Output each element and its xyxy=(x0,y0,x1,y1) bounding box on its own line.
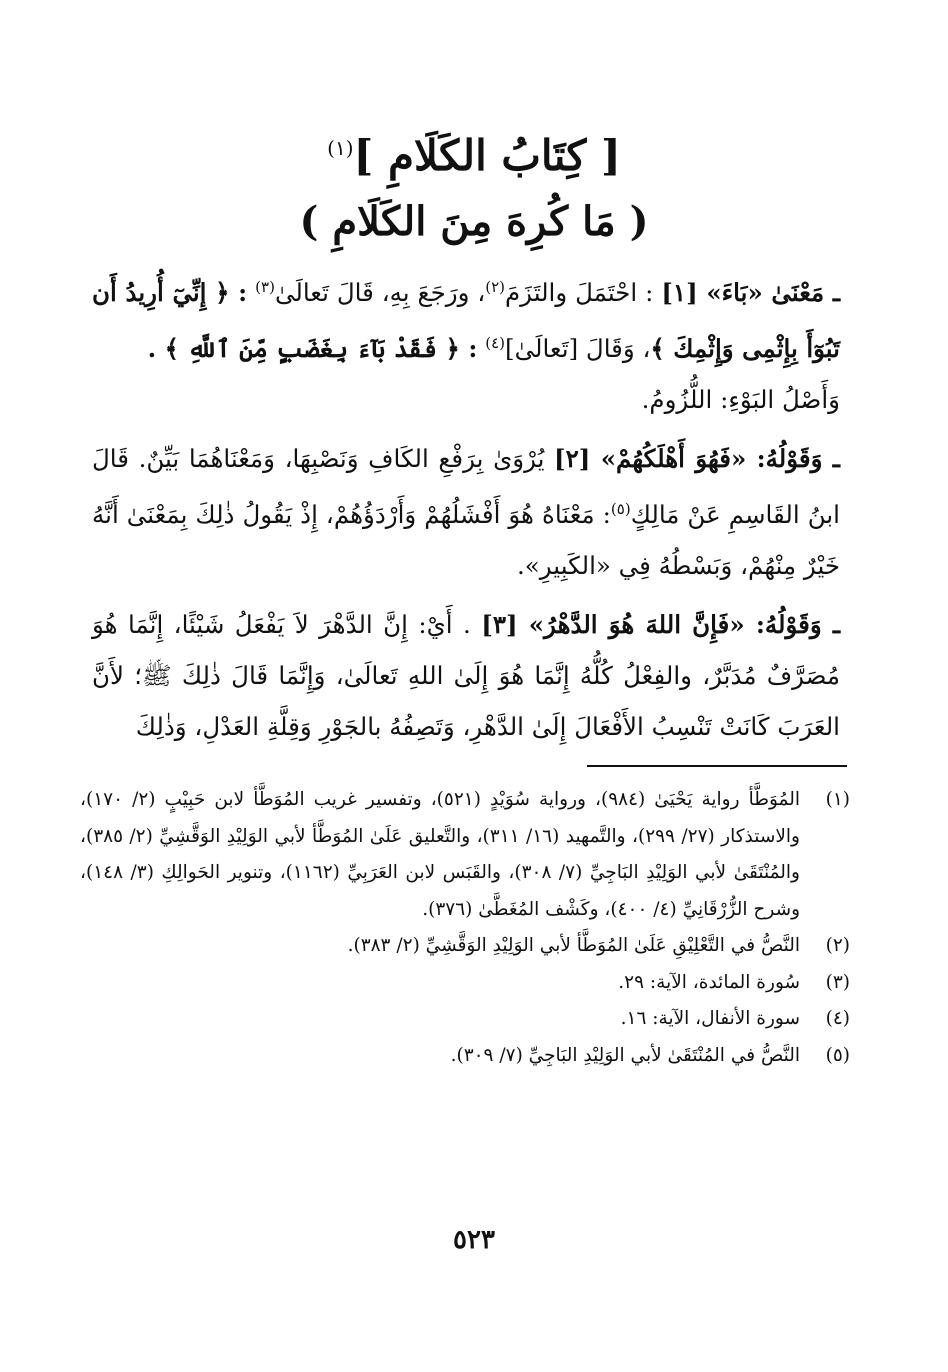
footnotes xyxy=(80,782,850,1074)
footnote xyxy=(80,1001,850,1038)
paragraph-text: ، وَقَالَ [تَعالَىٰ] xyxy=(505,334,651,364)
section-title: ( مَا كُرِهَ مِنَ الكَلَامِ ) xyxy=(299,198,649,245)
footnote-number: (٢) xyxy=(825,935,850,956)
paragraph-ahlakuhum xyxy=(92,433,840,591)
paragraph-text: ، ورَجَعَ بِهِ، قَالَ تَعالَىٰ xyxy=(274,278,486,308)
footnote-ref: (٥) xyxy=(610,500,631,519)
footnote-number: (١) xyxy=(825,789,850,810)
footnote-text: النَّصُّ في التَّعْلِيْقِ عَلَىٰ المُوَطَّأ لأبي الوَلِيْدِ الوَقَّشِيِّ (٢/ ٣٨٣). xyxy=(347,935,800,956)
footnote-ref: (٢) xyxy=(485,278,506,296)
footnote-text: النَّصُّ في المُنْتَقَىٰ لأبي الوَلِيْدِ البَاجِيِّ (٧/ ٣٠٩). xyxy=(450,1044,800,1066)
paragraph-lead: ـ وَقَوْلُهُ: «فَهُوَ أَهْلَكُهُمْ» [٢] xyxy=(554,444,840,474)
footnote xyxy=(80,928,850,965)
paragraph-baa xyxy=(92,262,840,425)
footnote xyxy=(80,1038,850,1075)
footnote xyxy=(80,965,850,1002)
paragraph-text: يُرْوَىٰ بِرَفْعِ الكَافِ وَنَصْبِهَا، وَمَعْنَاهُمَا بَيِّنٌ. قَالَ ابنُ القَاسِمِ عَنْ مَالِكٍ xyxy=(92,444,840,530)
paragraph-lead: ـ مَعْنَىٰ «بَاءَ» [١] xyxy=(661,278,841,308)
paragraph-lead: ـ وَقَوْلُهُ: «فَإِنَّ اللهَ هُوَ الدَّهْرُ» [٣] xyxy=(481,610,840,640)
paragraph-text: . أَيْ: إِنَّ الدَّهْرَ لاَ يَفْعَلُ شَيْئًا، إِنَّمَا هُوَ مُصَرَّفٌ مُدَبَّرٌ، والفِعْلُ كُلُّهُ إِنَّمَا هُوَ إِلَىٰ اللهِ تَعالَىٰ، وَإِنَّمَا قَالَ ذٰلِكَ ﷺ؛ لأَنَّ العَرَبَ كَانَتْ تَنْسِبُ الأَفْعَالَ إِلَىٰ الدَّهْرِ، وَتَصِفُهُ بالجَوْرِ وَقِلَّةِ العَدْلِ، وَذٰلِكَ xyxy=(92,610,840,742)
paragraph-text: : احْتَمَلَ والتَزَمَ xyxy=(505,278,654,308)
footnote-number: (٤) xyxy=(825,1008,850,1029)
footnote-text: سورة الأنفال، الآية: ١٦. xyxy=(620,1008,800,1029)
paragraph-text: وَأَصْلُ البَوْءِ: اللُّزُومُ. xyxy=(641,385,840,415)
footnote-text: المُوَطَّأ رواية يَحْيَىٰ (٩٨٤)، ورواية سُوَيْدٍ (٥٢١)، وتفسير غريب المُوَطَّأ لابن حَبِيْبٍ (٢/ ١٧٠)، والاستذكار (٢٧/ ٢٩٩)، والتَّمهيد (١٦/ ٣١١)، والتَّعليق عَلَىٰ المُوَطَّأ لأبي الوَلِيْدِ الوَقَّشِيِّ (٢/ ٣٨٥)، والمُنْتَقَىٰ لأبي الوَلِيْدِ البَاجِيِّ (٧/ ٣٠٨)، والقَبَس لابن العَرَبِيِّ (١١٦٢)، وتنوير الحَوالِكِ (٣/ ١٤٨)، وشرح الزُّرْقَانِيِّ (٤/ ٤٠٠)، وكَشْف المُغَطَّىٰ (٣٧٦). xyxy=(80,789,800,920)
chapter-title xyxy=(0,118,948,186)
footnote-number: (٣) xyxy=(825,971,850,993)
footnote-ref: (٤) xyxy=(485,334,506,353)
page-number: ٥٢٣ xyxy=(453,1225,495,1255)
quran-quote: : ﴿ إِنِّيٓ أُرِيدُ أَن تَبُوٓأَ بِإِثْمِى وَإِثْمِكَ ﴾ xyxy=(92,278,840,364)
footnote-text: سُورة المائدة، الآية: ٢٩. xyxy=(618,971,800,993)
chapter-title-text: [ كِتَابُ الكَلَامِ ] xyxy=(353,131,621,180)
main-text xyxy=(92,262,840,760)
quran-quote: : ﴿ فَقَدْ بَآءَ بِغَضَبٍ مِّنَ ٱللَّهِ ﴾ . xyxy=(147,334,478,364)
footnote-separator xyxy=(587,765,847,767)
paragraph-text: : مَعْنَاهُ هُوَ أَفْشَلُهُمْ وَأَرْدَؤُهُمْ، إِذْ يَقُولُ ذٰلِكَ بِمَعْنَىٰ أَنَّهُ خَيْرٌ مِنْهُمْ، وَبَسْطُهُ فِي «الكَبِيرِ». xyxy=(92,500,840,581)
footnote-number: (٥) xyxy=(825,1044,850,1066)
footnote xyxy=(80,782,850,928)
footnote-ref: (٣) xyxy=(255,278,275,296)
paragraph-dahr xyxy=(92,599,840,752)
chapter-title-note-ref: (١) xyxy=(327,136,354,160)
